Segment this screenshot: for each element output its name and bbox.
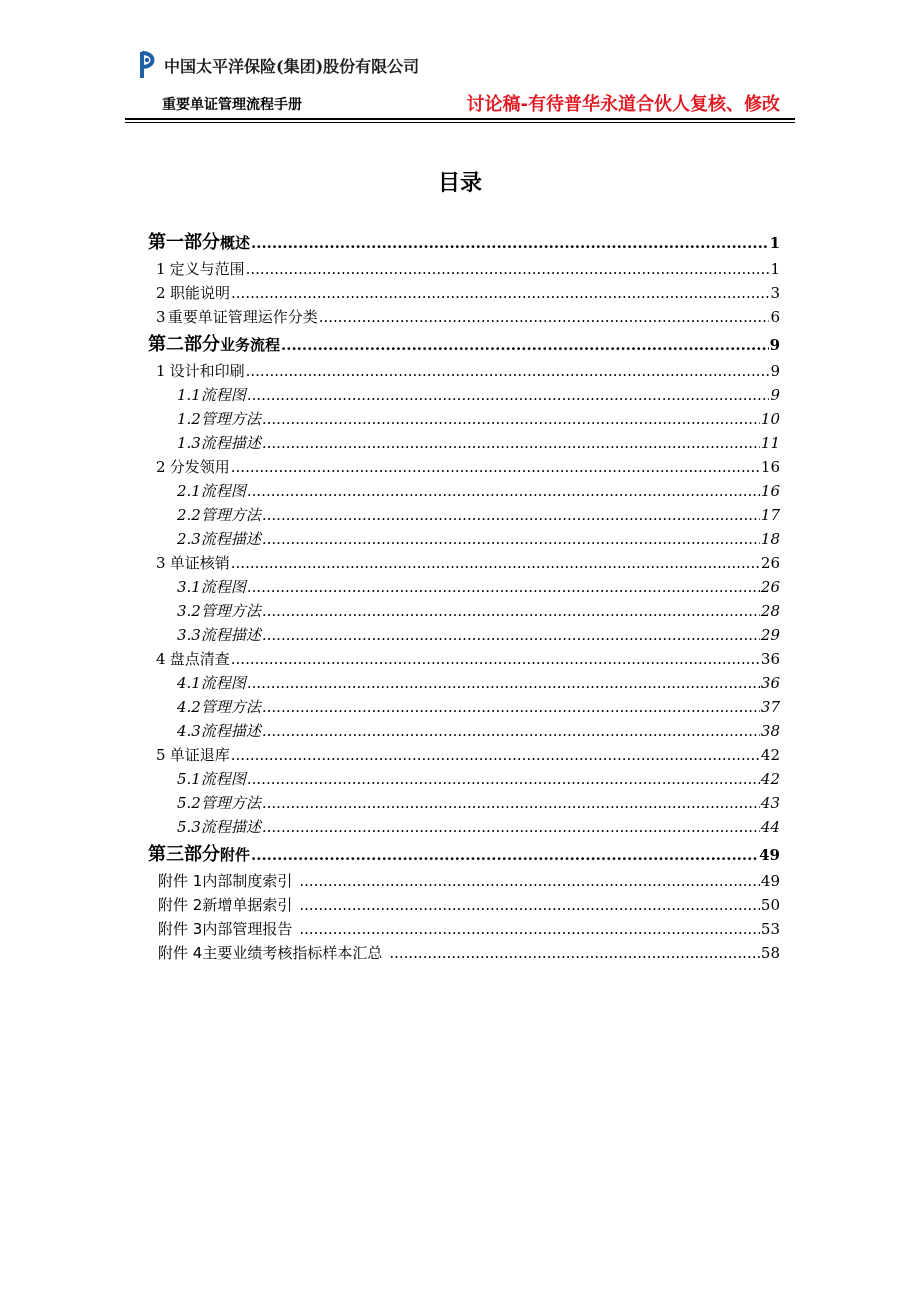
toc-dot-leader [251,234,769,252]
toc-dot-leader [262,530,760,548]
toc-entry-sec[interactable] [148,552,780,576]
toc-entry-page: 16 [760,458,780,476]
toc-entry-number: 2.2 [177,506,201,524]
toc-entry-page: 43 [760,794,780,812]
toc-entry-page: 49 [759,846,780,864]
toc-entry-number: 第一部分 [148,232,220,253]
toc-entry-number: 附件 4 [158,944,203,962]
toc-entry-number: 1.3 [177,434,201,452]
toc-entry-sub[interactable] [148,480,780,504]
toc-dot-leader [231,284,769,302]
header-rule-thick [125,118,795,120]
toc-entry-sub[interactable] [148,720,780,744]
toc-entry-title: 概述 [220,234,251,252]
toc-entry-number: 3.2 [177,602,201,620]
toc-dot-leader [262,410,760,428]
toc-dot-leader [262,626,760,644]
toc-entry-sub[interactable] [148,624,780,648]
toc-dot-leader [251,846,758,864]
toc-entry-number: 3.3 [177,626,201,644]
toc-entry-sec[interactable] [148,282,780,306]
toc-dot-leader [262,794,760,812]
toc-entry-sec[interactable] [148,648,780,672]
toc-entry-number: 4.1 [177,674,201,692]
toc-entry-sub[interactable] [148,576,780,600]
toc-entry-page: 44 [760,818,780,836]
toc-entry-title: 管理方法 [200,506,261,524]
toc-entry-title: 流程图 [200,578,246,596]
toc-dot-leader [262,818,760,836]
toc-entry-number: 3 [156,554,166,572]
toc-entry-sec[interactable] [148,744,780,768]
toc-entry-title: 流程描述 [200,530,261,548]
toc-entry-page: 28 [760,602,780,620]
toc-entry-number: 4.2 [177,698,201,716]
toc-entry-page: 1 [769,234,780,252]
toc-entry-page: 29 [760,626,780,644]
toc-entry-page: 49 [760,872,780,890]
toc-entry-title: 单证核销 [169,554,230,572]
company-name: 中国太平洋保险(集团)股份有限公司 [164,56,420,76]
toc-entry-title: 新增单据索引 [202,896,293,914]
toc-entry-title: 单证退库 [169,746,230,764]
toc-entry-title: 业务流程 [220,336,281,354]
toc-dot-leader [262,602,760,620]
toc-entry-page: 18 [760,530,780,548]
toc-entry-sec[interactable] [148,306,780,330]
toc-entry-sub[interactable] [148,696,780,720]
toc-entry-title: 定义与范围 [169,260,245,278]
document-title: 重要单证管理流程手册 [162,97,302,113]
toc-entry-title: 分发领用 [169,458,230,476]
header-rule-thin [125,122,795,123]
toc-entry-page: 36 [760,674,780,692]
toc-dot-leader [262,722,760,740]
toc-dot-leader [246,362,770,380]
toc-entry-page: 6 [770,308,780,326]
toc-entry-title: 管理方法 [200,410,261,428]
draft-note: 讨论稿-有待普华永道合伙人复核、修改 [466,94,780,115]
toc-entry-title: 管理方法 [200,602,261,620]
toc-entry-sub[interactable] [148,600,780,624]
toc-entry-page: 26 [760,554,780,572]
toc-entry-sec[interactable] [148,360,780,384]
toc-entry-page: 9 [770,386,780,404]
toc-entry-number: 第二部分 [148,334,220,355]
toc-entry-number: 2.3 [177,530,201,548]
toc-entry-title: 盘点清查 [169,650,230,668]
toc-entry-title: 流程图 [200,770,246,788]
toc-entry-number: 3.1 [177,578,201,596]
toc-entry-sub[interactable] [148,672,780,696]
toc-entry-number: 5.1 [177,770,201,788]
toc-entry-page: 38 [760,722,780,740]
toc-entry-page: 9 [770,362,780,380]
toc-entry-title: 重要单证管理运作分类 [167,308,318,326]
cpic-logo-icon [140,50,158,80]
toc-entry-app[interactable] [148,894,780,918]
toc-entry-title: 主要业绩考核指标样本汇总 [202,944,383,962]
toc-entry-sub[interactable] [148,816,780,840]
toc-entry-page: 11 [760,434,780,452]
toc-entry-number: 5.3 [177,818,201,836]
toc-title: 目录 [437,171,482,196]
toc-entry-number: 附件 2 [158,896,203,914]
toc-entry-part[interactable] [148,228,780,258]
toc-entry-title: 流程图 [200,386,246,404]
toc-entry-number: 2.1 [177,482,201,500]
toc-entry-title: 流程图 [200,674,246,692]
toc-dot-leader [262,506,760,524]
toc-entry-title: 内部制度索引 [202,872,293,890]
toc-entry-page: 1 [770,260,780,278]
toc-entry-title: 管理方法 [200,698,261,716]
toc-dot-leader [247,386,770,404]
toc-entry-page: 17 [760,506,780,524]
toc-dot-leader [299,920,760,938]
toc-dot-leader [247,578,760,596]
company-logo [140,48,419,82]
toc-entry-sub[interactable] [148,408,780,432]
toc-entry-app[interactable] [148,870,780,894]
toc-entry-sub[interactable] [148,432,780,456]
toc-entry-title: 流程图 [200,482,246,500]
toc-entry-page: 3 [770,284,780,302]
toc-entry-number: 2 [156,284,166,302]
toc-entry-number: 5 [156,746,166,764]
toc-entry-page: 53 [760,920,780,938]
toc-entry-number: 1.2 [177,410,201,428]
toc-entry-number: 附件 3 [158,920,203,938]
toc-entry-sub[interactable] [148,768,780,792]
toc-entry-page: 16 [760,482,780,500]
toc-entry-sub[interactable] [148,384,780,408]
toc-entry-page: 37 [760,698,780,716]
toc-entry-page: 58 [760,944,780,962]
toc-entry-title: 流程描述 [200,818,261,836]
toc-entry-page: 26 [760,578,780,596]
toc-dot-leader [281,336,769,354]
toc-dot-leader [247,674,760,692]
toc-entry-title: 设计和印刷 [169,362,245,380]
toc-entry-page: 50 [760,896,780,914]
toc-dot-leader [246,260,770,278]
toc-entry-title: 内部管理报告 [202,920,293,938]
toc-entry-title: 职能说明 [169,284,230,302]
toc-entry-app[interactable] [148,942,780,966]
toc-dot-leader [299,872,760,890]
toc-entry-page: 36 [760,650,780,668]
toc-entry-page: 10 [760,410,780,428]
toc-entry-sec[interactable] [148,258,780,282]
toc-dot-leader [262,434,760,452]
toc-entry-page: 42 [760,746,780,764]
toc-entry-number: 4.3 [177,722,201,740]
toc-entry-title: 管理方法 [200,794,261,812]
toc-dot-leader [299,896,760,914]
toc-dot-leader [262,698,760,716]
toc-entry-sub[interactable] [148,528,780,552]
toc-entry-number: 第三部分 [148,844,220,865]
toc-dot-leader [247,482,760,500]
toc-entry-number: 1 [156,362,166,380]
toc-entry-page: 9 [769,336,780,354]
table-of-contents [148,228,780,966]
toc-dot-leader [247,770,760,788]
toc-entry-title: 流程描述 [200,626,261,644]
toc-dot-leader [231,746,760,764]
toc-entry-title: 流程描述 [200,434,261,452]
toc-entry-sub[interactable] [148,792,780,816]
toc-entry-number: 附件 1 [158,872,203,890]
toc-dot-leader [231,554,760,572]
toc-dot-leader [319,308,770,326]
toc-entry-app[interactable] [148,918,780,942]
toc-entry-number: 2 [156,458,166,476]
toc-entry-sub[interactable] [148,504,780,528]
toc-entry-title: 附件 [220,846,251,864]
toc-entry-part[interactable] [148,840,780,870]
toc-entry-title: 流程描述 [200,722,261,740]
toc-entry-number: 1 [156,260,166,278]
toc-entry-number: 1.1 [177,386,201,404]
toc-dot-leader [389,944,760,962]
toc-entry-part[interactable] [148,330,780,360]
toc-entry-sec[interactable] [148,456,780,480]
toc-entry-number: 3 [156,308,166,326]
toc-dot-leader [231,458,760,476]
toc-entry-number: 4 [156,650,166,668]
toc-dot-leader [231,650,760,668]
toc-entry-number: 5.2 [177,794,201,812]
toc-entry-page: 42 [760,770,780,788]
